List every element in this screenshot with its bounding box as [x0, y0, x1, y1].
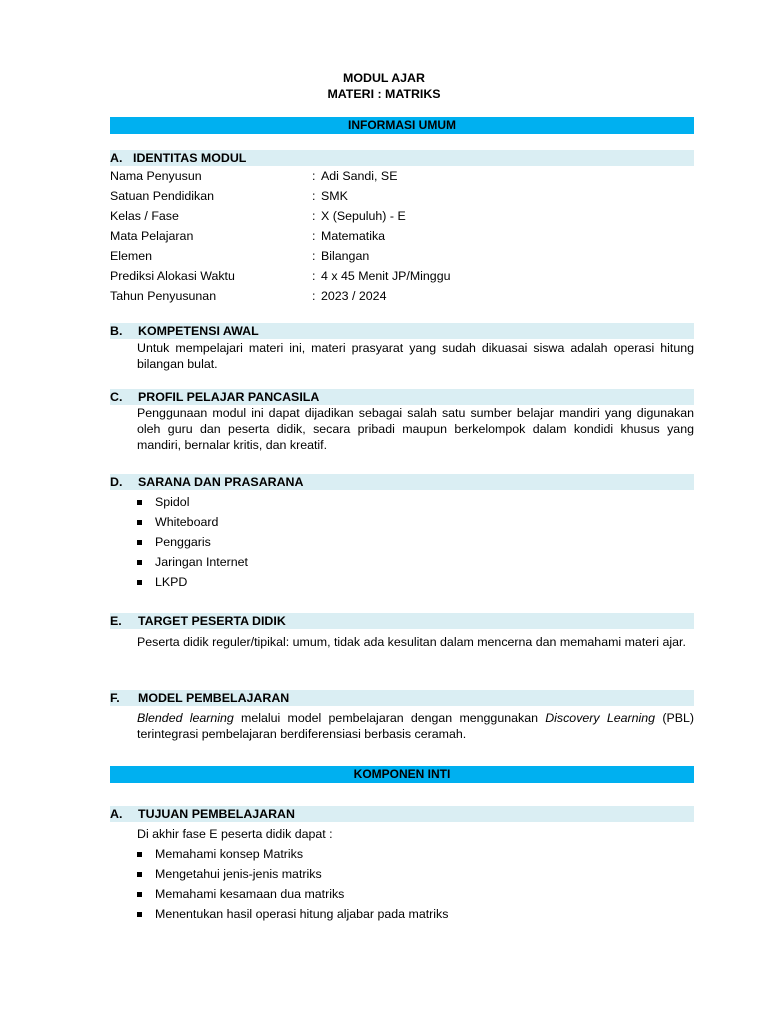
- identitas-row: [110, 186, 694, 206]
- row-value: Matematika: [321, 229, 386, 243]
- document-title: MODUL AJAR: [343, 71, 425, 85]
- section-letter: A.: [110, 151, 123, 165]
- row-value: SMK: [321, 189, 348, 203]
- row-label: Mata Pelajaran: [110, 229, 194, 243]
- row-colon: :: [312, 189, 316, 203]
- section-heading-profil: [110, 389, 694, 405]
- list-item-text: Whiteboard: [155, 515, 219, 529]
- row-colon: :: [312, 249, 316, 263]
- model-italic-blended: Blended learning: [137, 711, 234, 725]
- bullet-square-icon: [137, 872, 142, 877]
- row-value: Bilangan: [321, 249, 370, 263]
- row-colon: :: [312, 209, 316, 223]
- list-item-text: Mengetahui jenis-jenis matriks: [155, 867, 322, 881]
- section-title: SARANA DAN PRASARANA: [138, 475, 304, 489]
- identitas-row: [110, 246, 694, 266]
- list-item-text: Memahami konsep Matriks: [155, 847, 304, 861]
- section-title: KOMPETENSI AWAL: [138, 324, 259, 338]
- list-item-text: LKPD: [155, 575, 188, 589]
- row-label: Kelas / Fase: [110, 209, 179, 223]
- list-item-text: Jaringan Internet: [155, 555, 248, 569]
- tujuan-intro: Di akhir fase E peserta didik dapat :: [137, 827, 333, 841]
- row-label: Prediksi Alokasi Waktu: [110, 269, 235, 283]
- section-title: TARGET PESERTA DIDIK: [138, 614, 286, 628]
- row-label: Satuan Pendidikan: [110, 189, 215, 203]
- bullet-square-icon: [137, 580, 142, 585]
- identitas-row: [110, 266, 694, 286]
- model-italic-discovery: Discovery Learning: [545, 711, 656, 725]
- section-letter: B.: [110, 324, 123, 338]
- section-letter: D.: [110, 475, 123, 489]
- row-colon: :: [312, 229, 316, 243]
- row-colon: :: [312, 169, 316, 183]
- bullet-square-icon: [137, 852, 142, 857]
- bullet-square-icon: [137, 912, 142, 917]
- row-value: Adi Sandi, SE: [321, 169, 398, 183]
- section-heading-kompetensi: [110, 323, 694, 339]
- row-label: Elemen: [110, 249, 153, 263]
- model-text-mid: melalui model pembelajaran dengan menggunakan: [233, 711, 546, 725]
- section-title: MODEL PEMBELAJARAN: [138, 691, 290, 705]
- document-subtitle: MATERI : MATRIKS: [327, 87, 441, 101]
- section-letter: E.: [110, 614, 122, 628]
- row-value: 2023 / 2024: [321, 289, 387, 303]
- list-item-text: Memahami kesamaan dua matriks: [155, 887, 345, 901]
- row-colon: :: [312, 289, 316, 303]
- bullet-square-icon: [137, 540, 142, 545]
- bullet-square-icon: [137, 560, 142, 565]
- profil-text: Penggunaan modul ini dapat dijadikan sebagai salah satu sumber belajar mandiri yang digunakan oleh guru dan peserta didik, secara pribadi maupun berkelompok dalam kondidi khusus yang mandiri, bernalar kritis, dan kreatif.: [137, 406, 694, 452]
- identitas-row: [110, 206, 694, 226]
- kompetensi-text: Untuk mempelajari materi ini, materi prasyarat yang sudah dikuasai siswa adalah operasi hitung bilangan bulat.: [137, 341, 694, 371]
- section-letter: C.: [110, 390, 123, 404]
- row-label: Nama Penyusun: [110, 169, 202, 183]
- section-title: PROFIL PELAJAR PANCASILA: [138, 390, 320, 404]
- identitas-row: [110, 166, 694, 186]
- section-heading-model: [110, 690, 694, 706]
- bullet-square-icon: [137, 892, 142, 897]
- section-title: TUJUAN PEMBELAJARAN: [138, 807, 295, 821]
- band-komponen-inti: KOMPONEN INTI: [110, 766, 694, 783]
- section-letter: A.: [110, 807, 123, 821]
- row-value: 4 x 45 Menit JP/Minggu: [321, 269, 451, 283]
- list-item-text: Spidol: [155, 495, 190, 509]
- model-text: [137, 710, 694, 742]
- section-heading-sarana: [110, 474, 694, 490]
- target-text: Peserta didik reguler/tipikal: umum, tidak ada kesulitan dalam mencerna dan memahami materi ajar.: [137, 635, 686, 649]
- identitas-row: [110, 226, 694, 246]
- section-letter: F.: [110, 691, 120, 705]
- section-heading-target: [110, 613, 694, 629]
- section-heading-tujuan: [110, 806, 694, 822]
- row-label: Tahun Penyusunan: [110, 289, 217, 303]
- list-item-text: Menentukan hasil operasi hitung aljabar pada matriks: [155, 907, 449, 921]
- band-informasi-umum: INFORMASI UMUM: [110, 117, 694, 134]
- identitas-row: [110, 286, 694, 306]
- section-heading-identitas: [110, 150, 694, 166]
- model-text-rest: (PBL) terintegrasi pembelajaran berdiferensiasi berbasis ceramah.: [137, 711, 694, 741]
- row-value: X (Sepuluh) - E: [321, 209, 406, 223]
- row-colon: :: [312, 269, 316, 283]
- list-item-text: Penggaris: [155, 535, 211, 549]
- bullet-square-icon: [137, 500, 142, 505]
- section-title: IDENTITAS MODUL: [133, 151, 247, 165]
- bullet-square-icon: [137, 520, 142, 525]
